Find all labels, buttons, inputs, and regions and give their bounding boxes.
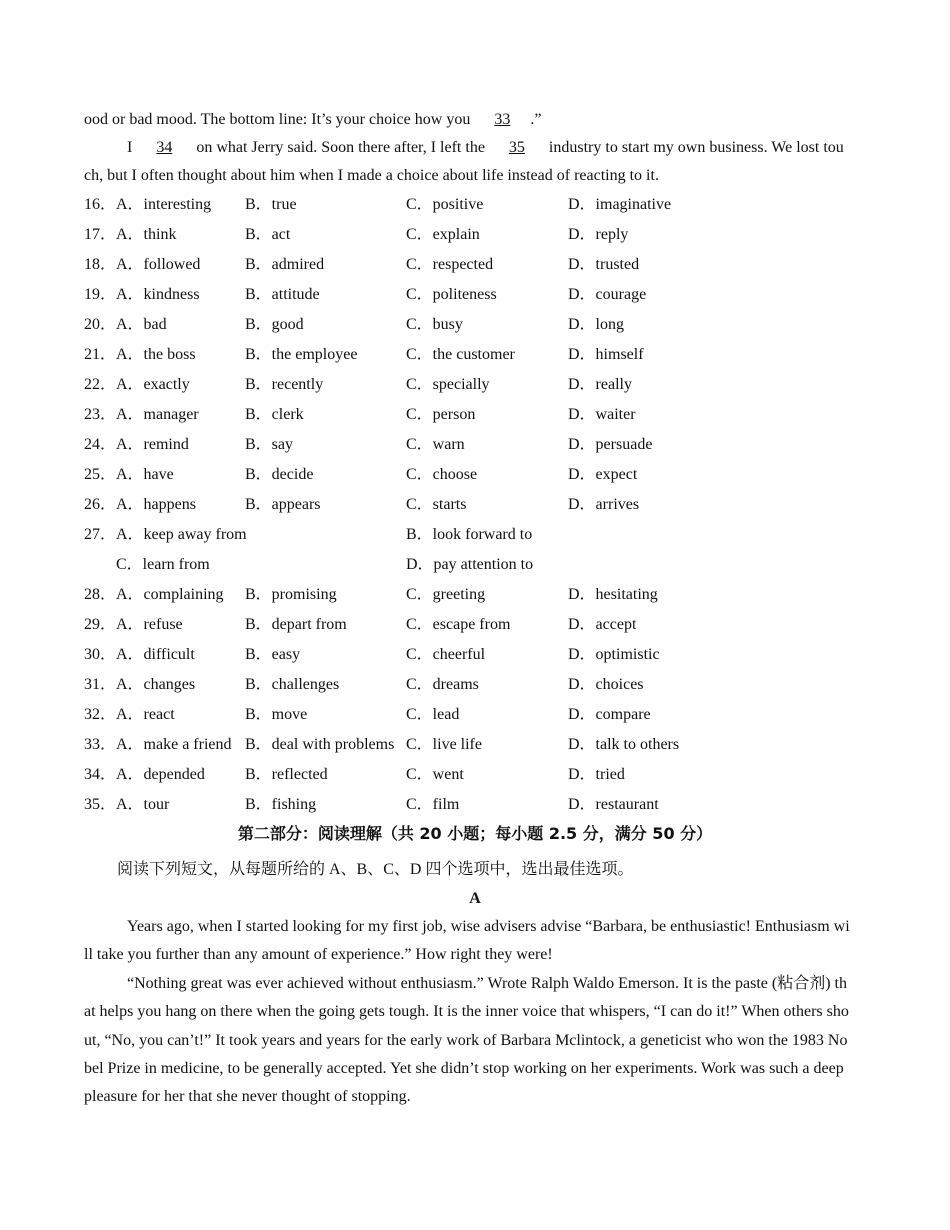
passage-line: Years ago, when I started looking for my first job, wise advisers advise “Barbara, be enthusiastic! Enthusiasm wi — [127, 918, 850, 935]
option-d: D．imaginative — [568, 196, 672, 213]
passage-text: industry to start my own business. We lost tou — [544, 139, 844, 156]
option-d: D．long — [568, 316, 625, 333]
option-a: A．complaining — [116, 586, 224, 603]
option-a: A．depended — [116, 766, 205, 783]
question-number: 27． — [84, 526, 117, 543]
question-number: 35． — [84, 796, 117, 813]
option-a: A．followed — [116, 256, 201, 273]
option-d: D．restaurant — [568, 796, 659, 813]
passage-line: ch, but I often thought about him when I made a choice about life instead of reacting to it. — [84, 167, 659, 184]
question-number: 26． — [84, 496, 117, 513]
option-a: A．tour — [116, 796, 170, 813]
option-a: A．interesting — [116, 196, 212, 213]
option-c: C．film — [406, 796, 460, 813]
option-b: B．good — [245, 316, 304, 333]
option-b: B．depart from — [245, 616, 347, 633]
option-d: D．expect — [568, 466, 638, 483]
option-c: C．specially — [406, 376, 490, 393]
passage-line — [127, 138, 864, 158]
option-a: A．keep away from — [116, 526, 247, 543]
option-c: C．live life — [406, 736, 482, 753]
option-c: C．the customer — [406, 346, 515, 363]
option-b: B．say — [245, 436, 294, 453]
option-a: A．make a friend — [116, 736, 232, 753]
option-a: A．difficult — [116, 646, 195, 663]
question-number: 31． — [84, 676, 117, 693]
option-a: A．remind — [116, 436, 189, 453]
section-title: 第二部分：阅读理解（共 20 小题；每小题 2.5 分，满分 50 分） — [237, 824, 713, 843]
passage-line: pleasure for her that she never thought of stopping. — [84, 1088, 411, 1105]
option-b: B．act — [245, 226, 291, 243]
option-c: C．person — [406, 406, 476, 423]
question-number: 30． — [84, 646, 117, 663]
option-d: D．himself — [568, 346, 644, 363]
option-b: B．decide — [245, 466, 314, 483]
option-b: B．easy — [245, 646, 301, 663]
passage-label: A — [469, 890, 481, 907]
option-c: C．dreams — [406, 676, 479, 693]
option-b: B．true — [245, 196, 297, 213]
option-b: B．look forward to — [406, 526, 533, 543]
question-number: 33． — [84, 736, 117, 753]
passage-line: ut, “No, you can’t!” It took years and years for the early work of Barbara Mclintock, a geneticist who won the 1983 No — [84, 1032, 848, 1049]
question-number: 29． — [84, 616, 117, 633]
option-b: B．the employee — [245, 346, 358, 363]
question-number: 21． — [84, 346, 117, 363]
option-d: D．reply — [568, 226, 629, 243]
option-c: C．positive — [406, 196, 484, 213]
option-d: D．accept — [568, 616, 637, 633]
option-a: A．the boss — [116, 346, 196, 363]
question-number: 24． — [84, 436, 117, 453]
option-b: B．move — [245, 706, 308, 723]
option-a: A．react — [116, 706, 175, 723]
option-d: D．tried — [568, 766, 625, 783]
passage-line: “Nothing great was ever achieved without enthusiasm.” Wrote Ralph Waldo Emerson. It is the paste (粘合剂) th — [127, 975, 847, 992]
question-number: 18． — [84, 256, 117, 273]
question-number: 25． — [84, 466, 117, 483]
option-a: A．have — [116, 466, 174, 483]
option-a: A．kindness — [116, 286, 200, 303]
option-b: B．appears — [245, 496, 321, 513]
option-c: C．escape from — [406, 616, 511, 633]
option-d: D．persuade — [568, 436, 653, 453]
option-a: A．think — [116, 226, 177, 243]
blank-34: 34 — [156, 139, 173, 156]
option-b: B．challenges — [245, 676, 340, 693]
option-a: A．changes — [116, 676, 196, 693]
option-b: B．deal with problems — [245, 736, 395, 753]
passage-line: ll take you further than any amount of experience.” How right they were! — [84, 946, 553, 963]
option-a: A．bad — [116, 316, 167, 333]
option-c: C．learn from — [116, 556, 210, 573]
option-d: D．pay attention to — [406, 556, 534, 573]
option-d: D．courage — [568, 286, 647, 303]
option-b: B．fishing — [245, 796, 317, 813]
option-b: B．clerk — [245, 406, 304, 423]
option-d: D．waiter — [568, 406, 636, 423]
option-d: D．choices — [568, 676, 644, 693]
option-c: C．respected — [406, 256, 494, 273]
option-d: D．compare — [568, 706, 651, 723]
option-c: C．explain — [406, 226, 480, 243]
option-c: C．busy — [406, 316, 463, 333]
question-number: 22． — [84, 376, 117, 393]
option-d: D．trusted — [568, 256, 640, 273]
option-b: B．recently — [245, 376, 324, 393]
option-d: D．hesitating — [568, 586, 658, 603]
passage-text: on what Jerry said. Soon there after, I left the — [192, 139, 489, 156]
option-a: A．happens — [116, 496, 196, 513]
option-c: C．choose — [406, 466, 478, 483]
option-c: C．politeness — [406, 286, 497, 303]
passage-line — [84, 110, 864, 130]
question-number: 23． — [84, 406, 117, 423]
option-c: C．cheerful — [406, 646, 486, 663]
section-instruction: 阅读下列短文，从每题所给的 A、B、C、D 四个选项中，选出最佳选项。 — [117, 861, 634, 878]
passage-text: ood or bad mood. The bottom line: It’s your choice how you — [84, 111, 475, 128]
passage-line: at helps you hang on there when the going gets tough. It is the inner voice that whispers, “I can do it!” When others sho — [84, 1003, 849, 1020]
option-b: B．attitude — [245, 286, 320, 303]
option-b: B．promising — [245, 586, 337, 603]
option-d: D．really — [568, 376, 632, 393]
question-number: 17． — [84, 226, 117, 243]
passage-line: bel Prize in medicine, to be generally accepted. Yet she didn’t stop working on her experiments. Work was such a deep — [84, 1060, 844, 1077]
option-b: B．reflected — [245, 766, 328, 783]
option-c: C．warn — [406, 436, 465, 453]
option-b: B．admired — [245, 256, 325, 273]
option-d: D．optimistic — [568, 646, 660, 663]
question-number: 19． — [84, 286, 117, 303]
question-number: 28． — [84, 586, 117, 603]
question-number: 20． — [84, 316, 117, 333]
passage-text: I — [127, 139, 137, 156]
option-a: A．refuse — [116, 616, 183, 633]
option-c: C．starts — [406, 496, 467, 513]
option-c: C．greeting — [406, 586, 486, 603]
option-a: A．exactly — [116, 376, 190, 393]
option-c: C．lead — [406, 706, 460, 723]
option-d: D．arrives — [568, 496, 640, 513]
question-number: 16． — [84, 196, 117, 213]
question-number: 34． — [84, 766, 117, 783]
passage-text: .” — [530, 111, 542, 128]
option-c: C．went — [406, 766, 464, 783]
blank-35: 35 — [508, 139, 525, 156]
option-d: D．talk to others — [568, 736, 680, 753]
question-number: 32． — [84, 706, 117, 723]
blank-33: 33 — [494, 111, 511, 128]
option-a: A．manager — [116, 406, 199, 423]
